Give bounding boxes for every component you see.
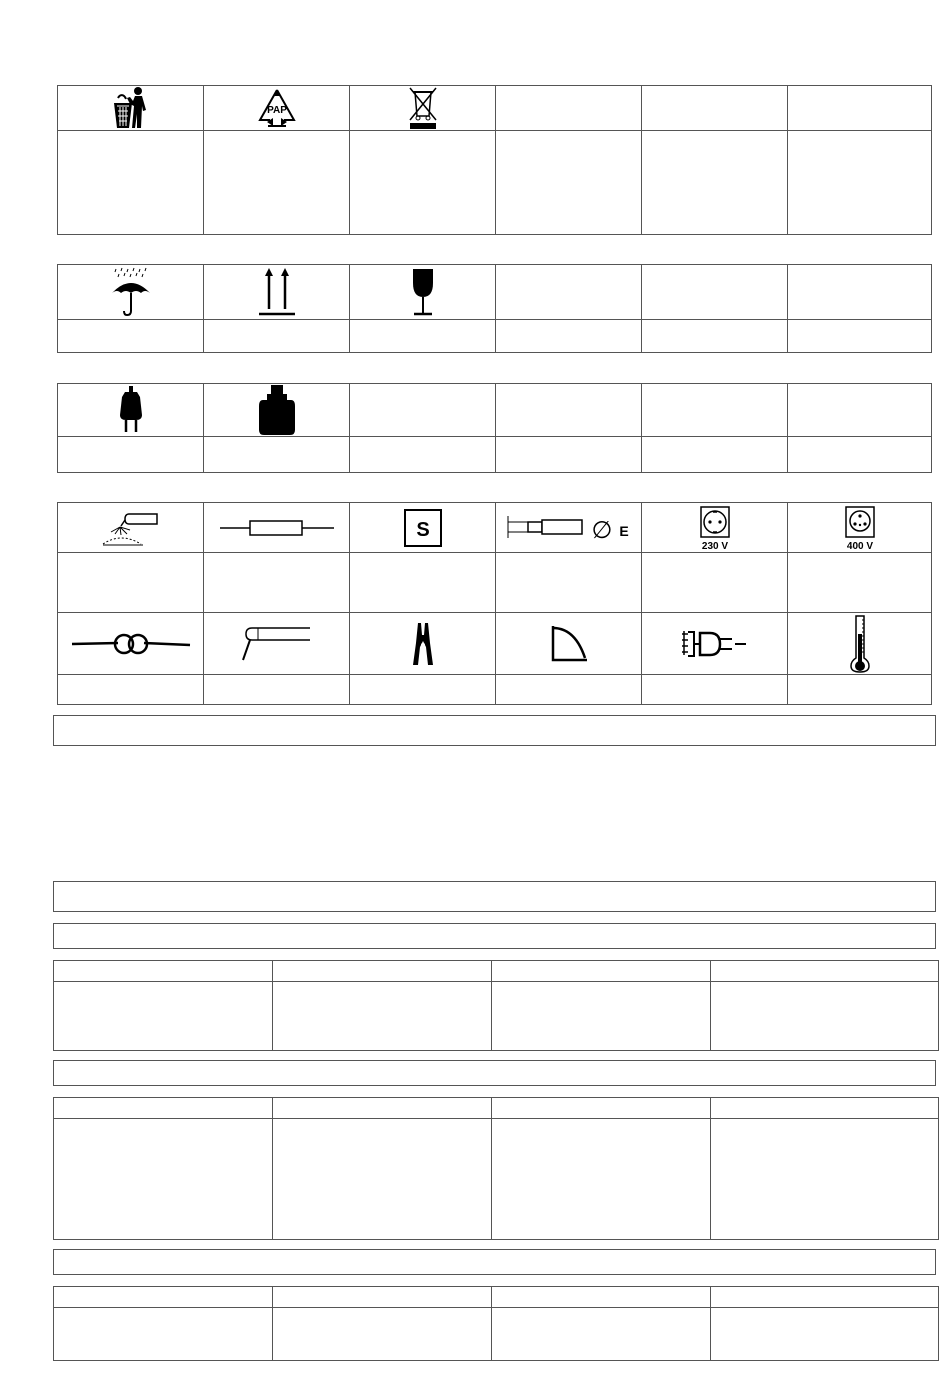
paper-recycling-label: PAP [266, 105, 287, 116]
symbol-cell [204, 503, 350, 553]
header-cell [54, 961, 273, 982]
symbol-cell [204, 86, 350, 131]
table-cell [273, 982, 492, 1051]
description-cell [642, 675, 788, 705]
symbol-cell [496, 503, 642, 553]
symbol-cell [788, 503, 932, 553]
symbol-cell [788, 613, 932, 675]
specification-table [53, 1097, 939, 1240]
this-way-up-icon [257, 267, 297, 317]
symbol-cell [496, 613, 642, 675]
symbol-cell [642, 613, 788, 675]
table-cell [492, 1119, 711, 1240]
handling-symbols-table [57, 264, 932, 353]
empty-cell [642, 384, 788, 437]
table-cell [492, 1308, 711, 1361]
empty-cell [788, 384, 932, 437]
description-cell [350, 675, 496, 705]
empty-cell [788, 86, 932, 131]
description-cell [204, 553, 350, 613]
header-cell [273, 1287, 492, 1308]
header-cell [54, 1098, 273, 1119]
description-cell [788, 553, 932, 613]
description-cell [642, 437, 788, 473]
table-cell [273, 1119, 492, 1240]
empty-cell [642, 265, 788, 320]
empty-cell [496, 265, 642, 320]
fuse-icon [218, 516, 336, 540]
description-cell [204, 675, 350, 705]
symbol-cell [204, 613, 350, 675]
diameter-symbol: ∅ [591, 516, 612, 544]
socket-400v-label: 400 V [846, 540, 873, 551]
description-cell [642, 131, 788, 235]
table-cell [711, 1308, 939, 1361]
description-cell [350, 320, 496, 353]
table-cell [54, 982, 273, 1051]
electrode-label: E [618, 522, 629, 539]
header-cell [492, 1287, 711, 1308]
description-cell [204, 437, 350, 473]
description-cell [788, 675, 932, 705]
description-cell [350, 131, 496, 235]
fragile-glass-icon [408, 267, 438, 317]
table-cell [54, 1119, 273, 1240]
welding-symbols-table [57, 502, 932, 705]
symbol-cell [58, 613, 204, 675]
keep-dry-umbrella-icon [110, 267, 152, 317]
description-cell [788, 320, 932, 353]
description-cell [496, 675, 642, 705]
description-cell [642, 320, 788, 353]
section-heading-box [53, 881, 936, 912]
header-cell [273, 1098, 492, 1119]
description-cell [204, 320, 350, 353]
specification-table [53, 960, 939, 1051]
symbol-cell [642, 503, 788, 553]
symbol-cell [350, 613, 496, 675]
symbol-cell [350, 86, 496, 131]
description-cell [496, 553, 642, 613]
power-plug-icon [116, 385, 146, 435]
symbol-cell [58, 86, 204, 131]
transformer-icon [70, 629, 192, 659]
description-cell [58, 553, 204, 613]
description-cell [58, 320, 204, 353]
table-cell [273, 1308, 492, 1361]
table-cell [711, 1119, 939, 1240]
empty-cell [788, 265, 932, 320]
section-heading-box [53, 923, 936, 949]
symbol-cell [350, 265, 496, 320]
description-cell [58, 675, 204, 705]
description-cell [642, 553, 788, 613]
header-cell [273, 961, 492, 982]
symbol-cell [350, 503, 496, 553]
description-cell [350, 437, 496, 473]
header-cell [711, 1287, 939, 1308]
duty-cycle-icon [549, 624, 589, 664]
description-cell [58, 131, 204, 235]
weee-crossed-bin-icon [407, 86, 439, 130]
specification-table [53, 1286, 939, 1361]
paper-recycling-icon [254, 87, 300, 129]
symbol-cell [58, 265, 204, 320]
disposal-symbols-table [57, 85, 932, 235]
fuse-s-label: S [415, 518, 430, 541]
section-heading-box [53, 1060, 936, 1086]
empty-cell [642, 86, 788, 131]
symbol-cell [58, 384, 204, 437]
description-cell [788, 131, 932, 235]
description-cell [496, 131, 642, 235]
symbol-cell [204, 265, 350, 320]
electrode-diameter-icon [506, 508, 632, 548]
mains-plug-icon [680, 627, 750, 661]
header-cell [711, 961, 939, 982]
header-cell [711, 1098, 939, 1119]
description-cell [350, 553, 496, 613]
description-cell [788, 437, 932, 473]
litter-bin-icon [110, 86, 152, 130]
earth-clamp-icon [411, 621, 435, 667]
socket-230v-label: 230 V [701, 540, 728, 551]
table-cell [54, 1308, 273, 1361]
symbol-cell [58, 503, 204, 553]
empty-cell [496, 384, 642, 437]
fuse-s-icon [403, 508, 443, 548]
description-cell [496, 320, 642, 353]
header-cell [492, 961, 711, 982]
power-weight-symbols-table [57, 383, 932, 473]
symbol-cell [204, 384, 350, 437]
description-cell [496, 437, 642, 473]
thermometer-icon [849, 614, 871, 674]
section-heading-box [53, 1249, 936, 1275]
empty-cell [496, 86, 642, 131]
header-cell [492, 1098, 711, 1119]
table-cell [492, 982, 711, 1051]
welding-torch-icon [101, 508, 161, 548]
socket-230v-icon [695, 505, 735, 551]
description-cell [204, 131, 350, 235]
empty-cell [350, 384, 496, 437]
description-cell [58, 437, 204, 473]
table-cell [711, 982, 939, 1051]
electrode-holder-icon [240, 624, 314, 664]
header-cell [54, 1287, 273, 1308]
weight-icon [257, 384, 297, 436]
socket-400v-icon [840, 505, 880, 551]
section-heading-box [53, 715, 936, 746]
